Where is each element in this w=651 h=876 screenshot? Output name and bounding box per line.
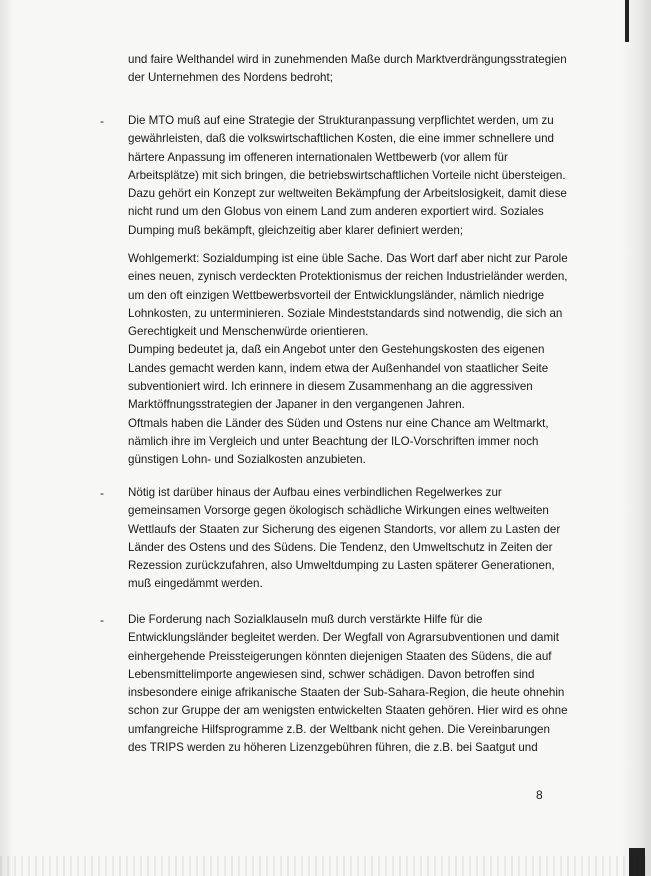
scan-shadow-right bbox=[621, 0, 651, 876]
paragraph-wohlgemerkt bbox=[128, 250, 568, 470]
paragraph-sozialklauseln bbox=[128, 611, 568, 757]
paragraph-continuation bbox=[128, 51, 567, 88]
text-line: und faire Welthandel wird in zunehmenden Maße durch Marktverdrängungsstrategien bbox=[128, 53, 567, 66]
text-line: Rezession zurückzufahren, also Umweltdumping zu Lasten späterer Generationen, bbox=[128, 559, 555, 573]
page-number: 8 bbox=[536, 788, 543, 802]
text-line: nämlich ihre im Vergleich und unter Beachtung der ILO-Vorschriften immer noch bbox=[128, 434, 539, 448]
text-line: Dumping muß bekämpft, gleichzeitig aber klarer definiert werden; bbox=[128, 223, 464, 237]
text-line: gemeinsamen Vorsorge gegen ökologisch schädliche Wirkungen eines weltweiten bbox=[128, 504, 549, 518]
text-line: günstigen Lohn- und Sozialkosten anzubieten. bbox=[128, 453, 366, 467]
text-line: Dazu gehört ein Konzept zur weltweiten Bekämpfung der Arbeitslosigkeit, damit diese bbox=[128, 187, 567, 201]
text-line: Marktöffnungsstrategien der Japaner in den vergangenen Jahren. bbox=[128, 398, 465, 412]
text-line: Wettlaufs der Staaten zur Sicherung des eigenen Standorts, vor allem zu Lasten der bbox=[128, 522, 561, 536]
text-line: gewährleisten, daß die volkswirtschaftlichen Kosten, die eine immer schnellere und bbox=[128, 132, 554, 146]
text-line: Lohnkosten, zu unterminieren. Soziale Mindeststandards sind notwendig, die sich an bbox=[128, 306, 563, 320]
paragraph-regelwerk bbox=[128, 484, 560, 594]
text-line: umfangreiche Hilfsprogramme z.B. der Weltbank nicht gehen. Die Vereinbarungen bbox=[128, 722, 550, 736]
text-line: Arbeitsplätze) mit sich bringen, die betriebswirtschaftlichen Vorteile nicht übersteigen. bbox=[128, 168, 566, 182]
text-line: der Unternehmen des Nordens bedroht; bbox=[128, 71, 333, 85]
text-line: Landes gemacht werden kann, indem etwa der Außenhandel von staatlicher Seite bbox=[128, 361, 549, 375]
bullet-dash: - bbox=[100, 486, 104, 500]
text-line: Die MTO muß auf eine Strategie der Strukturanpassung verpflichtet werden, um zu bbox=[128, 114, 554, 127]
text-line: einhergehende Preissteigerungen könnten diejenigen Staaten des Südens, die auf bbox=[128, 649, 552, 663]
text-line: Wohlgemerkt: Sozialdumping ist eine üble Sache. Das Wort darf aber nicht zur Parole bbox=[128, 252, 568, 265]
text-line: Oftmals haben die Länder des Süden und Ostens nur eine Chance am Weltmarkt, bbox=[128, 416, 549, 430]
text-line: Nötig ist darüber hinaus der Aufbau eines verbindlichen Regelwerkes zur bbox=[128, 486, 502, 499]
text-line: schon zur Gruppe der am wenigsten entwickelten Staaten gehören. Hier wird es ohne bbox=[128, 704, 568, 718]
text-line: Gerechtigkeit und Menschenwürde orientieren. bbox=[128, 325, 369, 339]
text-line: Entwicklungsländer begleitet werden. Der Wegfall von Agrarsubventionen und damit bbox=[128, 631, 559, 645]
scan-artifact-top bbox=[625, 0, 629, 42]
text-line: subventioniert wird. Ich erinnere in diesem Zusammenhang an die aggressiven bbox=[128, 380, 533, 394]
scan-shadow-left bbox=[0, 0, 14, 876]
text-line: nicht rund um den Globus von einem Land zum anderen exportiert wird. Soziales bbox=[128, 205, 544, 219]
text-line: eines neuen, zynisch verdeckten Protektionismus der reichen Industrieländer werden, bbox=[128, 270, 568, 284]
text-line: Dumping bedeutet ja, daß ein Angebot unter den Gestehungskosten des eigenen bbox=[128, 343, 545, 357]
paragraph-mto bbox=[128, 112, 567, 240]
bullet-dash: - bbox=[100, 114, 104, 128]
scan-noise-bottom bbox=[0, 856, 651, 876]
bullet-dash: - bbox=[100, 613, 104, 627]
text-line: härtere Anpassung im offeneren internationalen Wettbewerb (vor allem für bbox=[128, 150, 508, 164]
text-line: Die Forderung nach Sozialklauseln muß durch verstärkte Hilfe für die bbox=[128, 613, 483, 626]
text-line: des TRIPS werden zu höheren Lizenzgebühren führen, die z.B. bei Saatgut und bbox=[128, 741, 538, 755]
text-line: um den oft einzigen Wettbewerbsvorteil der Entwicklungsländer, nämlich niedrige bbox=[128, 288, 545, 302]
text-line: insbesondere einige afrikanische Staaten der Sub-Sahara-Region, die heute ohnehin bbox=[128, 686, 565, 700]
text-line: Länder des Ostens und des Südens. Die Tendenz, den Umweltschutz in Zeiten der bbox=[128, 540, 553, 554]
text-line: muß eingedämmt werden. bbox=[128, 577, 263, 591]
text-line: Lebensmittelimporte angewiesen sind, schwer schädigen. Davon betroffen sind bbox=[128, 667, 535, 681]
